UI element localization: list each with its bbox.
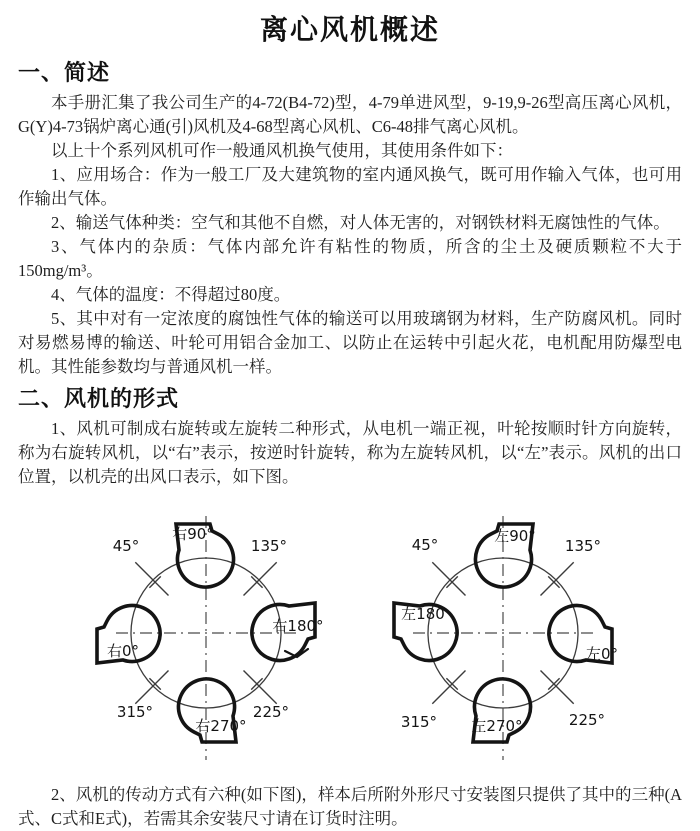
paragraph-rotation: 1、风机可制成右旋转或左旋转二种形式，从电机一端正视，叶轮按顺时针方向旋转，称为右旋转风机，以“右”表示，按逆时针旋转，称为左旋转风机，以“左”表示。风机的出口位置，以机壳的出风口表示，如下图。 [18,419,682,486]
tick-135-icon [541,562,574,595]
paragraph-item-3: 3、气体内的杂质：气体内部允许有粘性的物质，所含的尘土及硬质颗粒不大于150mg/m³。 [18,237,682,280]
tick-135-icon [244,562,277,595]
tick-45-icon [135,562,168,595]
volute-label: 右90° [172,525,214,543]
right-rotation-diagram [56,491,356,783]
paragraph-item-4: 4、气体的温度：不得超过80度。 [51,285,291,304]
tick-45-icon [432,562,465,595]
volute-right-90 [172,524,233,587]
volute-label: 右180° [272,617,324,635]
paragraph-item-5: 5、其中对有一定浓度的腐蚀性气体的输送可以用玻璃钢为材料，生产防腐风机。同时对易燃易博的输送、叶轮可用铝合金加工、以防止在运转中引起火花，电机配用防爆型电机。其性能参数均与普通风机一样。 [18,309,682,376]
paragraph-intro: 本手册汇集了我公司生产的4-72(B4-72)型，4-79单进风型，9-19,9-26型高压离心风机，G(Y)4-73锅炉离心通(引)风机及4-68型离心风机、C6-48排气离心风机。 [18,93,682,136]
angle-label-225: 225° [252,703,290,721]
volute-label: 左180 [401,605,445,623]
volute-right-0 [97,606,160,663]
tick-315-icon [432,671,465,704]
fan-outlet-diagrams [18,491,682,783]
tick-225-icon [244,671,277,704]
page-title: 离心风机概述 [259,13,440,46]
angle-label-225: 225° [568,711,606,729]
section1-heading: 一、简述 [18,61,111,86]
angle-label-135: 135° [250,537,288,555]
left-rotation-diagram [353,491,653,783]
angle-label-315: 315° [116,703,154,721]
angle-label-45: 45° [112,537,140,555]
volute-right-270 [179,679,247,742]
volute-label: 左0° [585,645,619,663]
volute-left-90 [476,524,536,587]
volute-left-270 [471,679,530,742]
angle-label-135: 135° [564,537,602,555]
paragraph-item-1: 1、应用场合：作为一般工厂及大建筑物的室内通风换气，既可用作输入气体，也可用作输出气体。 [18,165,682,208]
volute-left-0 [549,606,618,663]
paragraph-transmission: 2、风机的传动方式有六种(如下图)，样本后所附外形尺寸安装图只提供了其中的三种(A式、C式和E式)，若需其余安装尺寸请在订货时注明。 [18,785,682,828]
volute-label: 右270° [195,717,247,735]
angle-label-45: 45° [411,536,439,554]
volute-left-180 [394,603,457,660]
volute-label: 右0° [106,642,140,660]
volute-label: 左270° [471,717,523,735]
paragraph-conditions: 以上十个系列风机可作一般通风机换气使用，其使用条件如下： [51,141,513,160]
tick-315-icon [135,671,168,704]
angle-label-315: 315° [400,713,438,731]
volute-label: 左90° [494,527,536,545]
tick-225-icon [541,671,574,704]
section2-heading: 二、风机的形式 [18,387,180,412]
paragraph-item-2: 2、输送气体种类：空气和其他不自燃，对人体无害的，对钢铁材料无腐蚀性的气体。 [51,213,670,232]
